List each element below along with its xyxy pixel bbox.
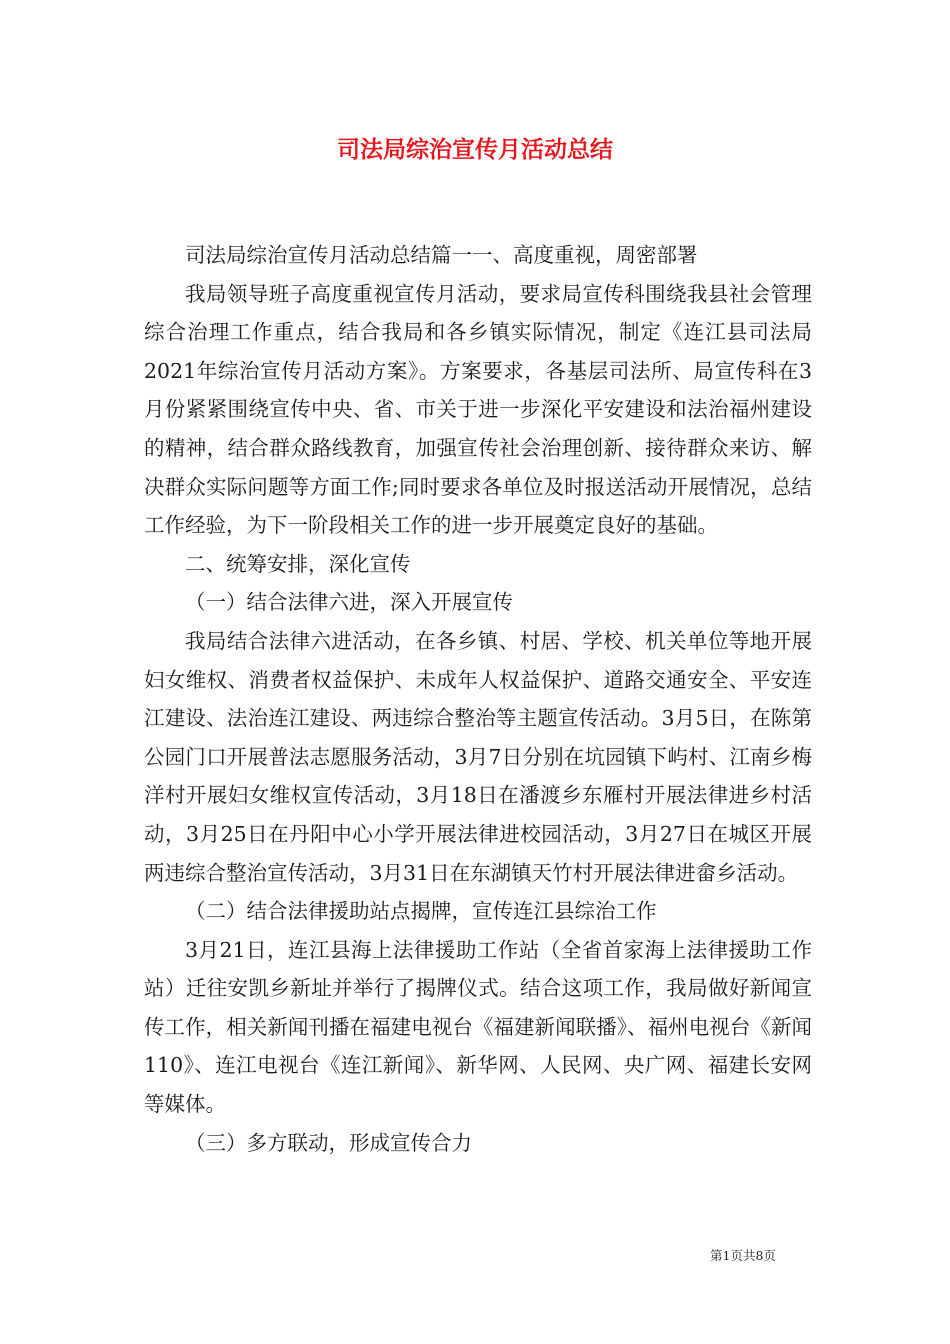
paragraph-intro-heading: 司法局综治宣传月活动总结篇一一、高度重视，周密部署: [185, 243, 698, 267]
paragraph-deployment: 我局领导班子高度重视宣传月活动，要求局宣传科围绕我县社会管理综合治理工作重点，结合我局和各乡镇实际情况，制定《连江县司法局2021年综治宣传月活动方案》。方案要求，各基层司法所、局宣传科在3月份紧紧围绕宣传中央、省、市关于进一步深化平安建设和法治福州建设的精神，结合群众路线教育，加强宣传社会治理创新、接待群众来访、解决群众实际问题等方面工作;同时要求各单位及时报送活动开展情况，总结工作经验，为下一阶段相关工作的进一步开展奠定良好的基础。: [144, 281, 812, 538]
subsection-heading-1: （一）结合法律六进，深入开展宣传: [185, 590, 513, 615]
subsection-heading-3: （三）多方联动，形成宣传合力: [185, 1130, 472, 1155]
section-heading-2: 二、统筹安排，深化宣传: [185, 551, 411, 576]
paragraph-legal-aid: 3月21日，连江县海上法律援助工作站（全省首家海上法律援助工作站）迁往安凯乡新址并举行了揭牌仪式。结合这项工作，我局做好新闻宣传工作，相关新闻刊播在福建电视台《福建新闻联播》、福州电视台《新闻110》、连江电视台《连江新闻》、新华网、人民网、央广网、福建长安网等媒体。: [144, 937, 812, 1117]
document-title: 司法局综治宣传月活动总结: [337, 136, 613, 163]
subsection-heading-2: （二）结合法律援助站点揭牌，宣传连江县综治工作: [185, 899, 657, 924]
document-body: [144, 236, 812, 1162]
paragraph-law-six: 我局结合法律六进活动，在各乡镇、村居、学校、机关单位等地开展妇女维权、消费者权益保护、未成年人权益保护、道路交通安全、平安连江建设、法治连江建设、两违综合整治等主题宣传活动。3月5日，在陈第公园门口开展普法志愿服务活动，3月7日分别在坑园镇下屿村、江南乡梅洋村开展妇女维权宣传活动，3月18日在潘渡乡东雁村开展法律进乡村活动，3月25日在丹阳中心小学开展法律进校园活动，3月27日在城区开展两违综合整治宣传活动，3月31日在东湖镇天竹村开展法律进畲乡活动。: [144, 628, 812, 885]
page-number: 第1页共8页: [710, 1248, 776, 1263]
